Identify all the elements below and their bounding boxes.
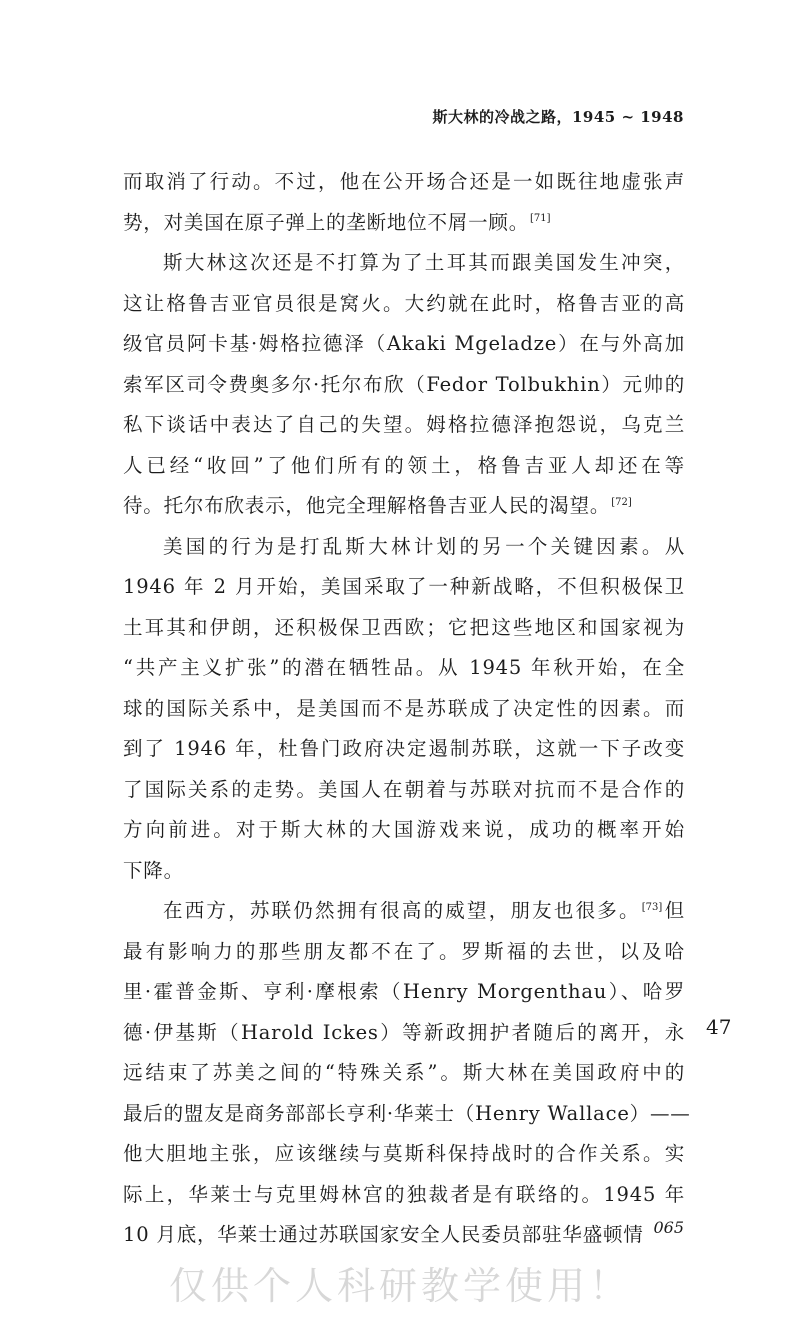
text-line: [123, 932, 685, 973]
line-text: 他大胆地主张，应该继续与莫斯科保持战时的合作关系。实: [123, 1142, 685, 1165]
paragraph: [123, 162, 685, 243]
text-line: [123, 446, 685, 487]
line-text: 了国际关系的走势。美国人在朝着与苏联对抗而不是合作的: [123, 777, 685, 801]
text-line: [123, 891, 685, 932]
text-line: [123, 1094, 691, 1135]
text-line: [123, 810, 685, 851]
line-text: 级官员阿卡基·姆格拉德泽（Akaki Mgeladze）在与外高加: [123, 332, 685, 355]
footnote-ref[interactable]: [71]: [530, 213, 551, 224]
paragraph: [123, 891, 691, 1256]
text-line: [123, 729, 685, 770]
page-folio: 065: [653, 1218, 684, 1237]
line-text-after-note: 但: [663, 899, 685, 922]
paragraph: [123, 243, 685, 527]
line-text: 里·霍普金斯、亨利·摩根索（Henry Morgenthau）、哈罗: [123, 980, 685, 1003]
paragraph: [123, 527, 685, 892]
line-text: 待。托尔布欣表示，他完全理解格鲁吉亚人民的渴望。: [123, 494, 611, 517]
margin-page-number: 47: [706, 1015, 732, 1039]
line-text: 方向前进。对于斯大林的大国游戏来说，成功的概率开始: [123, 818, 685, 841]
line-text: 德·伊基斯（Harold Ickes）等新政拥护者随后的离开，永: [123, 1020, 685, 1044]
line-text: 1946 年 2 月开始，美国采取了一种新战略，不但积极保卫: [123, 575, 685, 598]
text-line: [123, 770, 685, 811]
text-line: [123, 527, 685, 568]
text-line: [123, 1013, 685, 1054]
text-line: [123, 1053, 685, 1094]
line-text: 势，对美国在原子弹上的垄断地位不屑一顾。: [123, 210, 530, 234]
line-text: 远结束了苏美之间的“特殊关系”。斯大林在美国政府中的: [123, 1061, 685, 1084]
line-text: 最有影响力的那些朋友都不在了。罗斯福的去世，以及哈: [123, 939, 685, 963]
text-line: [123, 243, 685, 284]
text-line: [123, 1215, 685, 1256]
text-line: [123, 567, 685, 608]
watermark: 仅供个人科研教学使用！: [168, 1264, 631, 1308]
text-line: [123, 648, 685, 689]
text-line: [123, 972, 685, 1013]
text-line: [123, 405, 685, 446]
running-header: 斯大林的冷战之路，1945 ~ 1948: [432, 108, 684, 126]
text-line: [123, 486, 685, 527]
line-text: 在西方，苏联仍然拥有很高的威望，朋友也很多。: [163, 899, 641, 922]
text-line: [123, 608, 685, 649]
line-text: 最后的盟友是商务部部长亨利·华莱士（Henry Wallace）——: [123, 1101, 691, 1125]
line-text: 而取消了行动。不过，他在公开场合还是一如既往地虚张声: [123, 170, 685, 193]
line-text: 到了 1946 年，杜鲁门政府决定遏制苏联，这就一下子改变: [123, 737, 685, 760]
line-text: 索军区司令费奥多尔·托尔布欣（Fedor Tolbukhin）元帅的: [123, 372, 685, 396]
line-text: 土耳其和伊朗，还积极保卫西欧；它把这些地区和国家视为: [123, 615, 685, 639]
line-text: 球的国际关系中，是美国而不是苏联成了决定性的因素。而: [123, 696, 685, 720]
body-text: [123, 162, 691, 1256]
line-text: 下降。: [123, 858, 184, 882]
footnote-ref[interactable]: [73]: [641, 901, 663, 913]
line-text: 私下谈话中表达了自己的失望。姆格拉德泽抱怨说，乌克兰: [123, 413, 685, 436]
text-line: [123, 203, 685, 244]
text-line: [123, 851, 685, 892]
line-text: 人已经“收回”了他们所有的领土，格鲁吉亚人却还在等: [123, 453, 685, 477]
text-line: [123, 365, 685, 406]
footnote-ref[interactable]: [72]: [611, 496, 632, 508]
line-text: 10 月底，华莱士通过苏联国家安全人民委员部驻华盛顿情: [123, 1223, 644, 1246]
line-text: “共产主义扩张”的潜在牺牲品。从 1945 年秋开始，在全: [123, 656, 685, 679]
text-line: [123, 1134, 685, 1175]
line-text: 斯大林这次还是不打算为了土耳其而跟美国发生冲突，: [163, 251, 685, 274]
text-line: [123, 689, 685, 730]
text-line: [123, 324, 685, 365]
text-line: [123, 1175, 685, 1216]
line-text: 这让格鲁吉亚官员很是窝火。大约就在此时，格鲁吉亚的高: [123, 291, 685, 315]
line-text: 际上，华莱士与克里姆林宫的独裁者是有联络的。1945 年: [123, 1182, 685, 1206]
text-line: [123, 284, 685, 325]
line-text: 美国的行为是打乱斯大林计划的另一个关键因素。从: [163, 534, 685, 558]
text-line: [123, 162, 685, 203]
